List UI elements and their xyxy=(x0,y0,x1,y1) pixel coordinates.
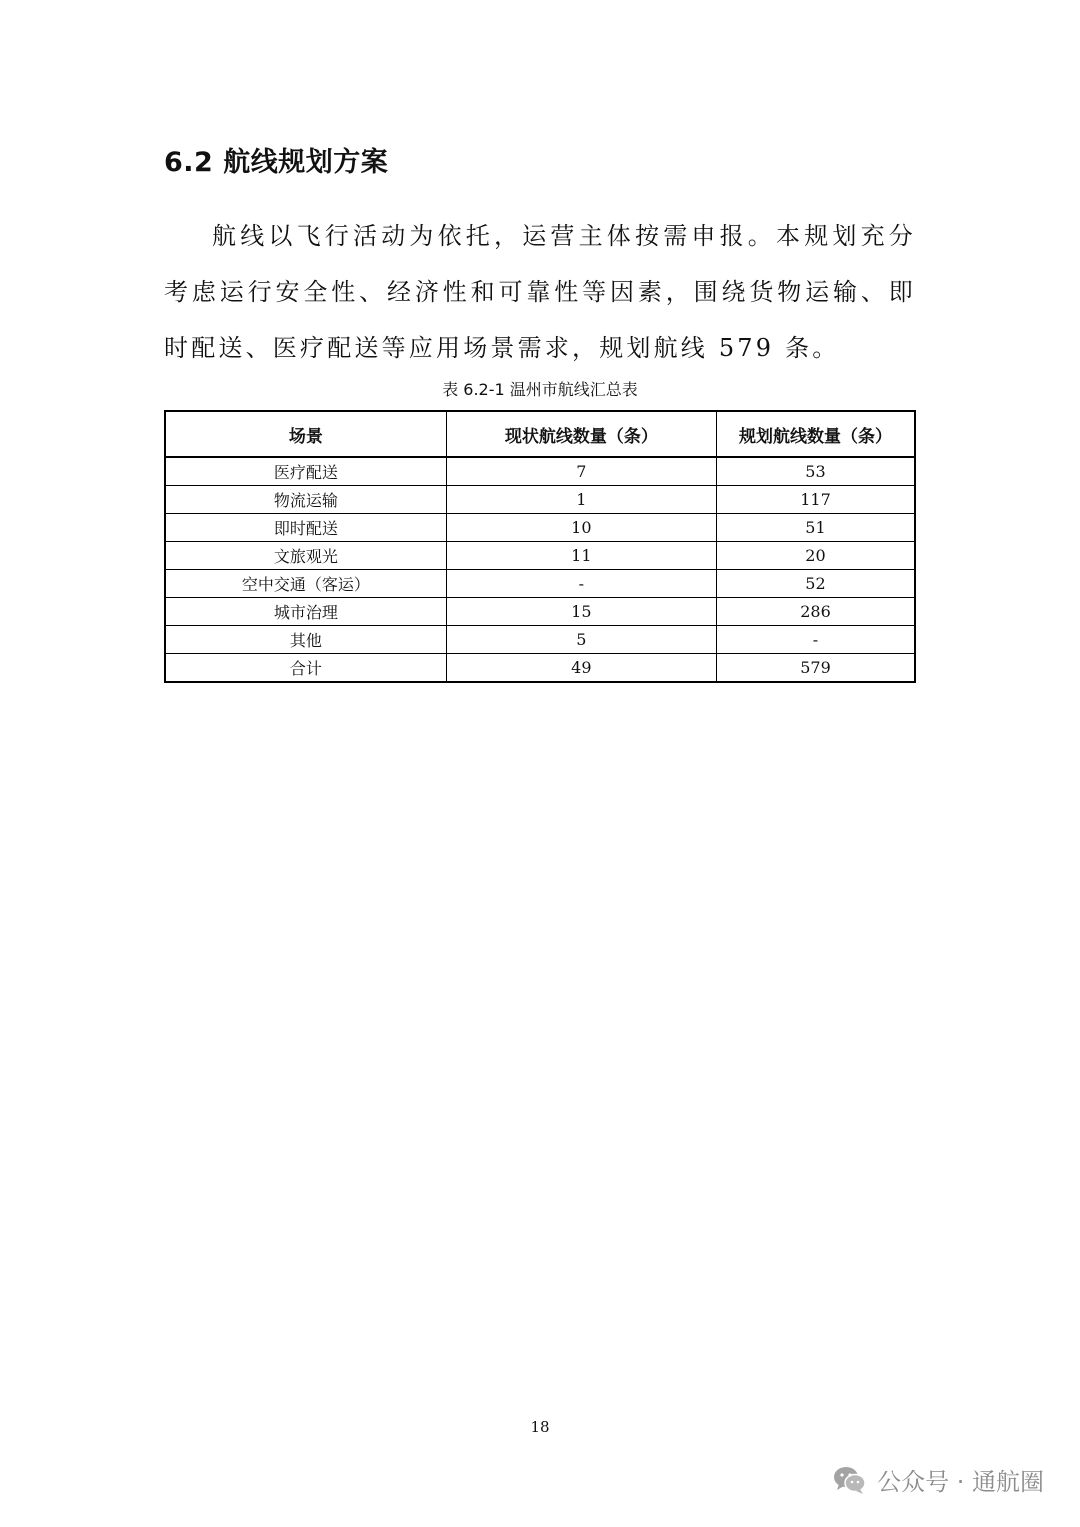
column-header-planned-routes: 规划航线数量（条） xyxy=(716,411,915,457)
cell-scenario: 空中交通（客运） xyxy=(165,570,446,598)
table-row xyxy=(165,570,915,598)
cell-current: 15 xyxy=(446,598,716,626)
table-header-row xyxy=(165,411,915,457)
cell-planned: - xyxy=(716,626,915,654)
table-row xyxy=(165,598,915,626)
watermark xyxy=(833,1462,1044,1497)
wechat-icon xyxy=(833,1465,867,1495)
table-row xyxy=(165,626,915,654)
route-summary-table xyxy=(164,410,916,683)
column-header-current-routes: 现状航线数量（条） xyxy=(446,411,716,457)
cell-current: 5 xyxy=(446,626,716,654)
watermark-text: 公众号 · 通航圈 xyxy=(877,1468,1044,1496)
cell-planned: 579 xyxy=(716,654,915,683)
cell-scenario: 城市治理 xyxy=(165,598,446,626)
table-total-row xyxy=(165,654,915,683)
cell-scenario: 文旅观光 xyxy=(165,542,446,570)
cell-planned: 52 xyxy=(716,570,915,598)
cell-current: 1 xyxy=(446,486,716,514)
cell-planned: 51 xyxy=(716,514,915,542)
cell-planned: 117 xyxy=(716,486,915,514)
cell-current: 10 xyxy=(446,514,716,542)
cell-current: 49 xyxy=(446,654,716,683)
table-row xyxy=(165,457,915,486)
cell-scenario: 合计 xyxy=(165,654,446,683)
page-number: 18 xyxy=(530,1418,550,1436)
table-caption: 表 6.2-1 温州市航线汇总表 xyxy=(442,380,638,399)
cell-scenario: 其他 xyxy=(165,626,446,654)
cell-planned: 286 xyxy=(716,598,915,626)
section-heading: 6.2 航线规划方案 xyxy=(164,147,389,178)
table-row xyxy=(165,514,915,542)
body-paragraph: 航线以飞行活动为依托，运营主体按需申报。本规划充分考虑运行安全性、经济性和可靠性等因素，围绕货物运输、即时配送、医疗配送等应用场景需求，规划航线 579 条。 xyxy=(164,222,916,362)
table-row xyxy=(165,542,915,570)
cell-planned: 53 xyxy=(716,457,915,486)
cell-current: 7 xyxy=(446,457,716,486)
cell-scenario: 物流运输 xyxy=(165,486,446,514)
cell-planned: 20 xyxy=(716,542,915,570)
cell-current: 11 xyxy=(446,542,716,570)
column-header-scenario: 场景 xyxy=(165,411,446,457)
cell-current: - xyxy=(446,570,716,598)
table-row xyxy=(165,486,915,514)
cell-scenario: 医疗配送 xyxy=(165,457,446,486)
cell-scenario: 即时配送 xyxy=(165,514,446,542)
